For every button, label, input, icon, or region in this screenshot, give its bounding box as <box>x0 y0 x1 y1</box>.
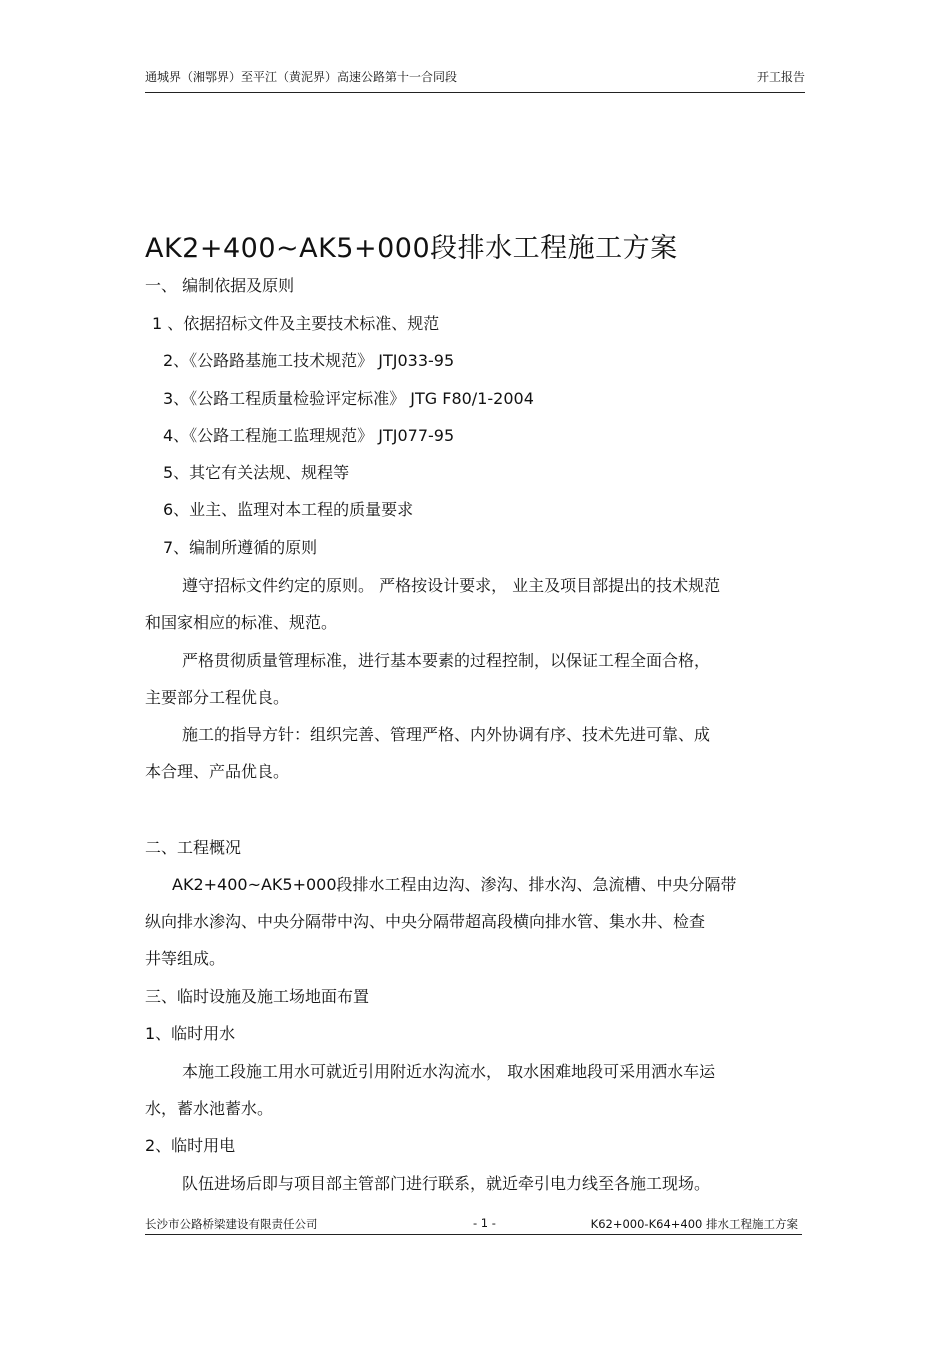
section-3-sub-1: 1、临时用水 <box>145 1024 236 1043</box>
paragraph-overview-line-3: 井等组成。 <box>145 949 226 968</box>
paragraph-quality-line-2: 主要部分工程优良。 <box>145 688 290 707</box>
section-1-item-5: 5、其它有关法规、规程等 <box>163 463 350 482</box>
paragraph-guideline-line-1: 施工的指导方针：组织完善、管理严格、内外协调有序、技术先进可靠、成 <box>182 725 711 744</box>
footer-page-number: - 1 - <box>473 1216 496 1230</box>
section-1-item-1: 1 、依据招标文件及主要技术标准、规范 <box>152 314 440 333</box>
paragraph-principles-line-2: 和国家相应的标准、规范。 <box>145 613 338 632</box>
header-project-name: 通城界（湘鄂界）至平江（黄泥界）高速公路第十一合同段 <box>145 70 458 84</box>
section-1-item-3: 3、《公路工程质量检验评定标准》 JTG F80/1-2004 <box>163 389 534 408</box>
section-3-sub-2: 2、临时用电 <box>145 1136 236 1155</box>
footer-document-name: K62+000-K64+400 排水工程施工方案 <box>590 1217 798 1231</box>
paragraph-power-line-1: 队伍进场后即与项目部主管部门进行联系，就近牵引电力线至各施工现场。 <box>182 1174 711 1193</box>
section-3-heading: 三、临时设施及施工场地面布置 <box>145 987 370 1006</box>
section-1-item-2: 2、《公路路基施工技术规范》 JTJ033-95 <box>163 351 455 370</box>
section-1-item-7: 7、编制所遵循的原则 <box>163 538 318 557</box>
paragraph-water-line-2: 水，蓄水池蓄水。 <box>145 1099 274 1118</box>
section-1-item-4: 4、《公路工程施工监理规范》 JTJ077-95 <box>163 426 455 445</box>
paragraph-overview-line-2: 纵向排水渗沟、中央分隔带中沟、中央分隔带超高段横向排水管、集水井、检查 <box>145 912 706 931</box>
footer-company: 长沙市公路桥梁建设有限责任公司 <box>145 1217 318 1231</box>
paragraph-quality-line-1: 严格贯彻质量管理标准，进行基本要素的过程控制，以保证工程全面合格， <box>182 651 711 670</box>
section-1-item-6: 6、业主、监理对本工程的质量要求 <box>163 500 414 519</box>
paragraph-water-line-1: 本施工段施工用水可就近引用附近水沟流水， 取水困难地段可采用洒水车运 <box>182 1062 716 1081</box>
paragraph-overview-line-1: AK2+400~AK5+000段排水工程由边沟、渗沟、排水沟、急流槽、中央分隔带 <box>172 875 737 894</box>
page-footer <box>145 1216 802 1235</box>
document-title: AK2+400~AK5+000段排水工程施工方案 <box>145 233 678 264</box>
page-header <box>145 64 805 93</box>
paragraph-principles-line-1: 遵守招标文件约定的原则。 严格按设计要求， 业主及项目部提出的技术规范 <box>182 576 721 595</box>
header-report-type: 开工报告 <box>756 70 805 84</box>
paragraph-guideline-line-2: 本合理、产品优良。 <box>145 762 290 781</box>
section-1-heading: 一、 编制依据及原则 <box>145 276 295 295</box>
section-2-heading: 二、工程概况 <box>145 838 242 857</box>
